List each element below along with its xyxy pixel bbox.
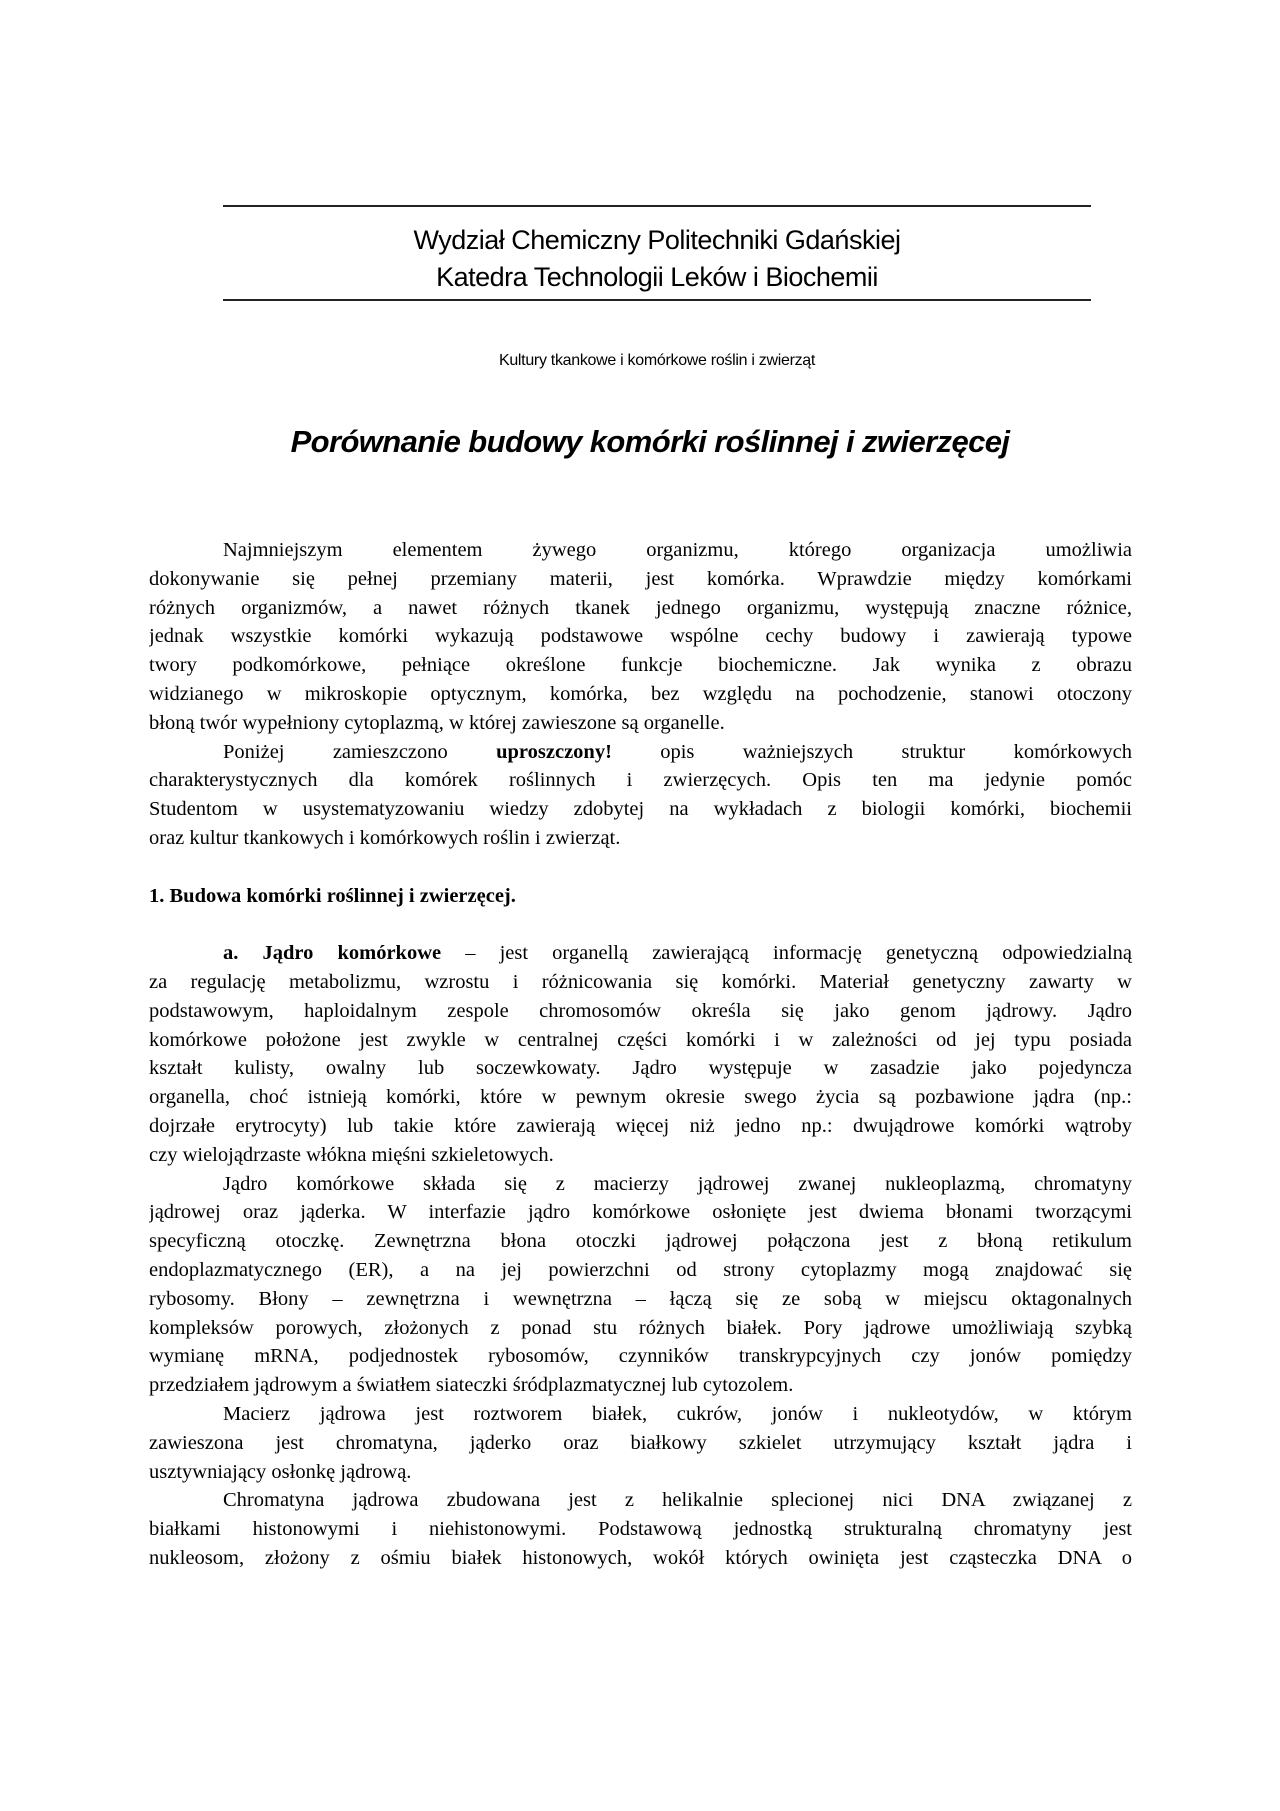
text-run: Macierz jądrowa jest roztworem białek, cukrów, jonów i nukleotydów, w którym: [223, 1402, 1132, 1425]
text-line: [149, 1342, 1132, 1371]
text-line: [149, 1170, 1132, 1199]
text-line: [149, 594, 1132, 623]
text-line: [149, 680, 1132, 709]
text-line: [149, 1314, 1132, 1343]
text-line: [149, 1371, 1132, 1400]
paragraph: [149, 939, 1132, 1169]
text-run: – jest organellą zawierającą informację genetyczną odpowiedzialną: [441, 942, 1132, 965]
text-run: dokonywanie się pełnej przemiany materii, jest komórka. Wprawdzie między komórkami: [149, 567, 1132, 590]
paragraph: [149, 738, 1132, 853]
text-line: [149, 1429, 1132, 1458]
text-run: komórkowe położone jest zwykle w centralnej części komórki i w zależności od jej typu posiada: [149, 1028, 1132, 1051]
header-bottom-rule: [223, 299, 1091, 301]
text-line: [149, 536, 1132, 565]
paragraph: [149, 1400, 1132, 1486]
text-line: [149, 1227, 1132, 1256]
text-line: [149, 1458, 1132, 1487]
text-line: [149, 1285, 1132, 1314]
text-run: twory podkomórkowe, pełniące określone funkcje biochemiczne. Jak wynika z obrazu: [149, 654, 1132, 677]
text-line: [149, 1026, 1132, 1055]
text-run: podstawowym, haploidalnym zespole chromosomów określa się jako genom jądrowy. Jądro: [149, 999, 1132, 1022]
faculty-name: Wydział Chemiczny Politechniki Gdańskiej: [413, 225, 901, 255]
spacer: [149, 853, 1132, 882]
text-run: różnych organizmów, a nawet różnych tkanek jednego organizmu, występują znaczne różnice,: [149, 596, 1132, 619]
text-line: [149, 709, 1132, 738]
text-run: przedziałem jądrowym a światłem siateczki śródplazmatycznej lub cytozolem.: [149, 1374, 794, 1397]
bold-text: a. Jądro komórkowe: [223, 942, 442, 965]
text-run: nukleosom, złożony z ośmiu białek histonowych, wokół których owinięta jest cząsteczka DNA o: [149, 1546, 1132, 1569]
text-run: kompleksów porowych, złożonych z ponad stu różnych białek. Pory jądrowe umożliwiają szybką: [149, 1316, 1132, 1339]
paragraph: [149, 1486, 1132, 1572]
text-run: rybosomy. Błony – zewnętrzna i wewnętrzna – łączą się ze sobą w miejscu oktagonalnych: [149, 1287, 1132, 1310]
text-line: [149, 1112, 1132, 1141]
text-line: [149, 824, 1132, 853]
text-run: zawieszona jest chromatyna, jąderko oraz białkowy szkielet utrzymujący kształt jądra i: [149, 1431, 1132, 1454]
text-line: [149, 1141, 1132, 1170]
text-run: usztywniający osłonkę jądrową.: [149, 1460, 412, 1483]
text-run: Poniżej zamieszczono: [223, 740, 497, 763]
text-run: endoplazmatycznego (ER), a na jej powierzchni od strony cytoplazmy mogą znajdować się: [149, 1258, 1132, 1281]
text-line: [149, 1515, 1132, 1544]
text-line: [149, 1083, 1132, 1112]
text-run: charakterystycznych dla komórek roślinnych i zwierzęcych. Opis ten ma jedynie pomóc: [149, 769, 1132, 792]
text-run: organella, choć istnieją komórki, które w pewnym okresie swego życia są pozbawione jądra (np.:: [149, 1086, 1132, 1109]
paragraph: [149, 536, 1132, 738]
text-line: [149, 766, 1132, 795]
text-run: dojrzałe erytrocyty) lub takie które zawierają więcej niż jedno np.: dwujądrowe komórki wątroby: [149, 1114, 1132, 1137]
text-line: [149, 1400, 1132, 1429]
text-line: [149, 968, 1132, 997]
spacer: [149, 910, 1132, 939]
text-line: [149, 997, 1132, 1026]
text-run: specyficzną otoczkę. Zewnętrzna błona otoczki jądrowej połączona jest z błoną retikulum: [149, 1230, 1132, 1253]
paragraph: [149, 1170, 1132, 1400]
text-run: białkami histonowymi i niehistonowymi. Podstawową jednostką strukturalną chromatyny jest: [149, 1518, 1132, 1541]
bold-text: uproszczony!: [496, 740, 612, 763]
section-heading: 1. Budowa komórki roślinnej i zwierzęcej.: [149, 884, 516, 907]
text-line: [149, 1198, 1132, 1227]
text-run: za regulację metabolizmu, wzrostu i różnicowania się komórki. Materiał genetyczny zawarty w: [149, 970, 1132, 993]
text-line: [149, 1544, 1132, 1573]
text-run: czy wielojądrzaste włókna mięśni szkieletowych.: [149, 1143, 554, 1166]
text-run: kształt kulisty, owalny lub soczewkowaty. Jądro występuje w zasadzie jako pojedyncza: [149, 1057, 1132, 1080]
text-run: jednak wszystkie komórki wykazują podstawowe wspólne cechy budowy i zawierają typowe: [149, 625, 1132, 648]
text-line: [149, 939, 1132, 968]
text-run: oraz kultur tkankowych i komórkowych roślin i zwierząt.: [149, 826, 621, 849]
text-run: Studentom w usystematyzowaniu wiedzy zdobytej na wykładach z biologii komórki, biochemii: [149, 798, 1132, 821]
text-line: [149, 565, 1132, 594]
text-run: widzianego w mikroskopie optycznym, komórka, bez względu na pochodzenie, stanowi otoczony: [149, 682, 1132, 705]
text-run: błoną twór wypełniony cytoplazmą, w której zawieszone są organelle.: [149, 711, 725, 734]
document-body: [149, 536, 1132, 1573]
text-run: jądrowej oraz jąderka. W interfazie jądro komórkowe osłonięte jest dwiema błonami tworzącymi: [149, 1201, 1132, 1224]
text-run: Najmniejszym elementem żywego organizmu, którego organizacja umożliwia: [223, 539, 1132, 561]
text-run: wymianę mRNA, podjednostek rybosomów, czynników transkrypcyjnych czy jonów pomiędzy: [149, 1345, 1132, 1368]
text-line: [149, 1486, 1132, 1515]
text-line: [149, 795, 1132, 824]
course-name: Kultury tkankowe i komórkowe roślin i zwierząt: [498, 352, 816, 369]
text-line: [149, 1256, 1132, 1285]
department-name: Katedra Technologii Leków i Biochemii: [436, 262, 878, 292]
text-line: [149, 651, 1132, 680]
text-line: [149, 622, 1132, 651]
text-line: [149, 1054, 1132, 1083]
text-run: Jądro komórkowe składa się z macierzy jądrowej zwanej nukleoplazmą, chromatyny: [223, 1172, 1132, 1195]
text-run: Chromatyna jądrowa zbudowana jest z helikalnie splecionej nici DNA związanej z: [223, 1489, 1132, 1512]
text-line: [149, 738, 1132, 767]
text-run: opis ważniejszych struktur komórkowych: [611, 740, 1132, 763]
header-top-rule: [223, 205, 1091, 207]
document-title: Porównanie budowy komórki roślinnej i zwierzęcej: [290, 424, 1010, 459]
